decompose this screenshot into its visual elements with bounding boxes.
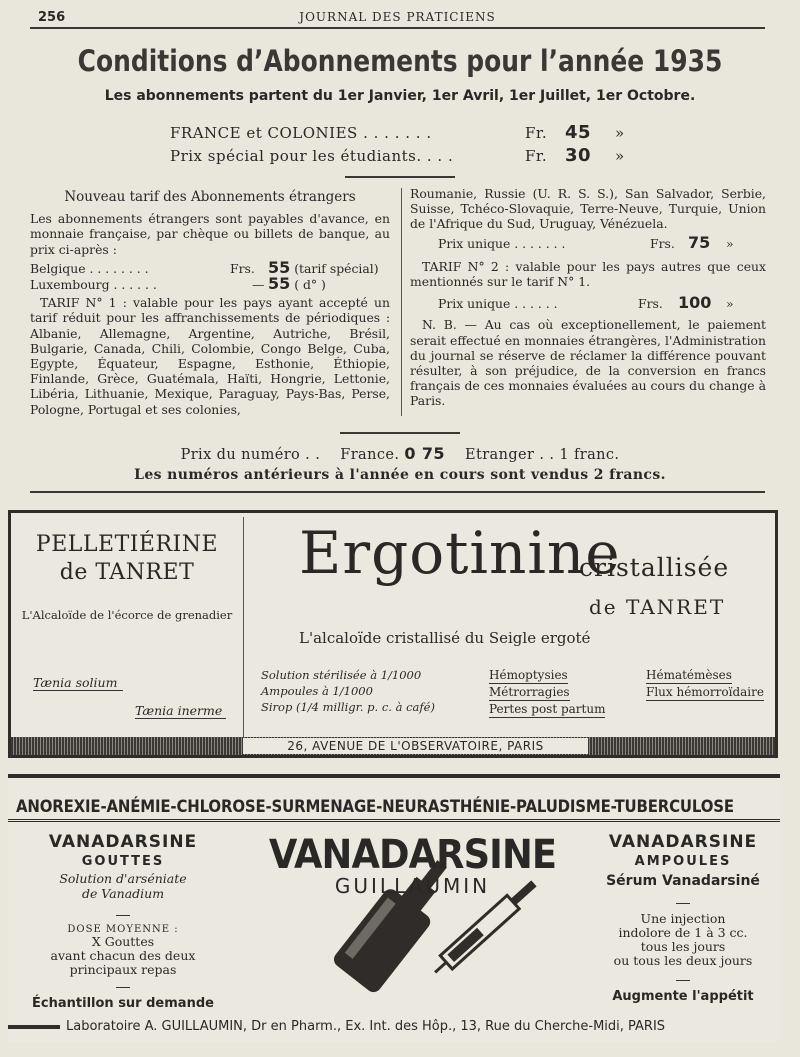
student-suffix: »	[615, 147, 625, 165]
appetite-text: Augmente l'appétit	[612, 989, 754, 1004]
numero-france-label: France.	[340, 447, 400, 463]
form-sirop: Sirop (1/4 milligr. p. c. à café)	[261, 700, 435, 714]
prix-unique-2-amount: 100	[678, 293, 712, 313]
prix-unique-1-label: Prix unique . . . . . . .	[438, 235, 566, 251]
france-label: FRANCE et COLONIES . . . . . . .	[170, 124, 432, 142]
luxembourg-amount: 55	[268, 274, 291, 294]
conditions-title: Conditions d’Abonnements pour l’année 1935	[77, 44, 723, 78]
numero-price-line	[0, 444, 800, 465]
belgique-note: (tarif spécial)	[294, 260, 379, 276]
france-amount: 45	[565, 122, 592, 143]
numero-top-divider	[340, 432, 460, 434]
prix-unique-2-currency: Frs.	[638, 296, 663, 312]
taenia-solium: Tænia solium	[33, 675, 123, 691]
ergotinine-subtitle: cristallisée	[579, 553, 730, 582]
indications-list-1	[489, 667, 605, 718]
injection-2: indolore de 1 à 3 cc.	[618, 925, 748, 940]
nb-note: N. B. — Au cas où exceptionellement, le paiement serait effectué en monnaies étrangères, l'Administration du journal se réserve de réclamer la différence pouvant résulter, à son préjudice, de la conversion en francs français de ces monnaies évaluées au cours du change à Paris.	[410, 317, 766, 409]
belgique-row	[30, 257, 390, 277]
vanadarsine-advertisement	[8, 774, 780, 1042]
pelletierine-maker: de TANRET	[59, 560, 195, 585]
tarif2-text: TARIF N° 2 : valable pour les pays autres que ceux mentionnés sur le tarif N° 1.	[410, 258, 766, 290]
numero-france-amount: 0 75	[404, 444, 445, 463]
gouttes-desc-2: de Vanadium	[81, 886, 165, 901]
ergotinine-desc: L'alcaloïde cristallisé du Seigle ergoté	[299, 629, 591, 647]
conditions-start-dates: Les abonnements partent du 1er Janvier, 1er Avril, 1er Juillet, 1er Octobre.	[104, 88, 696, 104]
indication-hemoptysies: Hémoptysies	[489, 668, 568, 682]
student-price-row	[170, 145, 625, 166]
ampoules-dash	[676, 903, 690, 904]
student-label: Prix spécial pour les étudiants. . . .	[170, 147, 454, 165]
pelletierine-desc: L'Alcaloïde de l'écorce de grenadier	[21, 608, 233, 622]
section-divider	[345, 176, 455, 178]
ads-top-rule	[30, 491, 765, 493]
foreign-heading: Nouveau tarif des Abonnements étrangers	[64, 189, 356, 205]
france-currency: Fr.	[525, 124, 548, 142]
prix-unique-1-currency: Frs.	[650, 235, 675, 251]
header-rule	[30, 27, 765, 29]
slogan-text: ANOREXIE-ANÉMIE-CHLOROSE-SURMENAGE-NEURASTHÉNIE-PALUDISME-TUBERCULOSE	[16, 797, 734, 817]
numero-etranger-label: Etranger . .	[465, 447, 555, 463]
numero-anterieurs: Les numéros antérieurs à l'année en cours sont vendus 2 francs.	[134, 467, 666, 483]
ergotinine-maker: de TANRET	[589, 595, 726, 619]
numero-block	[0, 444, 800, 485]
ergotinine-forms	[261, 667, 435, 715]
foreign-intro: Les abonnements étrangers sont payables d'avance, en monnaie française, par chèque ou billets de banque, au prix ci-après :	[30, 211, 390, 257]
prix-unique-1-amount: 75	[688, 232, 711, 252]
luxembourg-dash: —	[252, 277, 265, 293]
column-divider	[401, 188, 402, 416]
gouttes-dash	[116, 915, 130, 916]
taenia-inerme: Tænia inerme	[135, 703, 226, 719]
vanadarsine-logo	[240, 830, 585, 1010]
vanadarsine-gouttes-block	[8, 832, 238, 1011]
ergotinine-title: Ergotinine	[299, 519, 621, 587]
slogan-band	[8, 778, 780, 822]
gouttes-title: VANADARSINE	[48, 832, 198, 852]
ampoules-form: AMPOULES	[634, 854, 732, 869]
prix-unique-1-row	[410, 232, 766, 252]
ampoules-title: VANADARSINE	[608, 832, 758, 852]
numero-etranger-amount: 1 franc.	[559, 447, 620, 463]
footer-rule-left	[8, 1025, 60, 1029]
luxembourg-note: ( d° )	[294, 277, 326, 293]
indication-pertes: Pertes post partum	[489, 702, 606, 716]
indication-metrorragies: Métrorragies	[489, 685, 570, 699]
prix-unique-2-row	[410, 295, 766, 311]
tanret-advertisement	[8, 510, 778, 758]
belgique-amount: 55	[268, 257, 291, 277]
vanadarsine-ampoules-block	[588, 832, 778, 1004]
foreign-right-column	[410, 186, 766, 412]
dose-1: X Gouttes	[91, 934, 155, 949]
sample-dash	[116, 987, 130, 988]
foreign-left-column	[30, 190, 390, 420]
belgique-currency: Frs.	[230, 260, 255, 276]
numero-price-label: Prix du numéro . .	[180, 447, 321, 463]
luxembourg-label: Luxembourg . . . . . .	[30, 277, 157, 293]
student-amount: 30	[565, 145, 592, 166]
indication-flux: Flux hémorroïdaire	[646, 685, 764, 699]
prix-unique-2-label: Prix unique . . . . . .	[438, 296, 558, 312]
vanadarsine-footer	[8, 1016, 780, 1038]
journal-title: JOURNAL DES PRATICIENS	[299, 10, 496, 24]
gouttes-desc-1: Solution d'arséniate	[59, 871, 187, 886]
indications-list-2	[646, 667, 764, 701]
dose-3: principaux repas	[69, 962, 177, 977]
injection-4: ou tous les deux jours	[613, 953, 753, 968]
france-suffix: »	[615, 124, 625, 142]
appetite-dash	[676, 980, 690, 981]
logo-sub-text: GUILLAUMIN	[334, 874, 491, 898]
belgique-label: Belgique . . . . . . . .	[30, 260, 149, 276]
footer-lab-address: Laboratoire A. GUILLAUMIN, Dr en Pharm., Ex. Int. des Hôp., 13, Rue du Cherche-Midi, PARIS	[66, 1019, 666, 1034]
form-ampoules: Ampoules à 1/1000	[261, 684, 373, 698]
form-solution: Solution stérilisée à 1/1000	[261, 668, 422, 682]
sample-request: Échantillon sur demande	[32, 996, 214, 1011]
dose-label: DOSE MOYENNE :	[67, 924, 179, 935]
logo-main-text: VANADARSINE	[268, 832, 557, 878]
gouttes-form: GOUTTES	[81, 854, 165, 869]
france-price-row	[170, 122, 625, 143]
injection-1: Une injection	[640, 911, 726, 926]
dose-2: avant chacun des deux	[50, 948, 196, 963]
page-number: 256	[38, 10, 66, 25]
tanret-divider	[243, 517, 244, 739]
tanret-address: 26, AVENUE DE L'OBSERVATOIRE, PARIS	[243, 738, 588, 754]
pelletierine-block	[11, 531, 243, 587]
injection-3: tous les jours	[640, 939, 726, 954]
luxembourg-row	[30, 276, 390, 292]
page-header	[30, 6, 765, 28]
prix-unique-2-suffix: »	[726, 296, 734, 312]
prix-unique-1-suffix: »	[726, 235, 734, 251]
pelletierine-title: PELLETIÉRINE	[35, 532, 219, 557]
tarif1-continued: Roumanie, Russie (U. R. S. S.), San Salvador, Serbie, Suisse, Tchéco-Slovaquie, Terre-Neuve, Turquie, Union de l'Afrique du Sud, Uruguay, Vénézuela.	[410, 186, 766, 232]
student-currency: Fr.	[525, 147, 548, 165]
indication-hematemeses: Hématémèses	[646, 668, 732, 682]
tarif1-text: TARIF N° 1 : valable pour les pays ayant accepté un tarif réduit pour les affranchissements de périodiques : Albanie, Allemagne, Argentine, Autriche, Brésil, Bulgarie, Canada, Chili, Colombie, Congo Belge, Cuba, Egypte, Équateur, Espagne, Esthonie, Éthiopie, Finlande, Grèce, Guatémala, Haïti, Hongrie, Lettonie, Libéria, Lithuanie, Mexique, Paraguay, Pays-Bas, Perse, Pologne, Portugal et ses colonies,	[30, 295, 390, 417]
serum-label: Sérum Vanadarsiné	[606, 873, 760, 889]
